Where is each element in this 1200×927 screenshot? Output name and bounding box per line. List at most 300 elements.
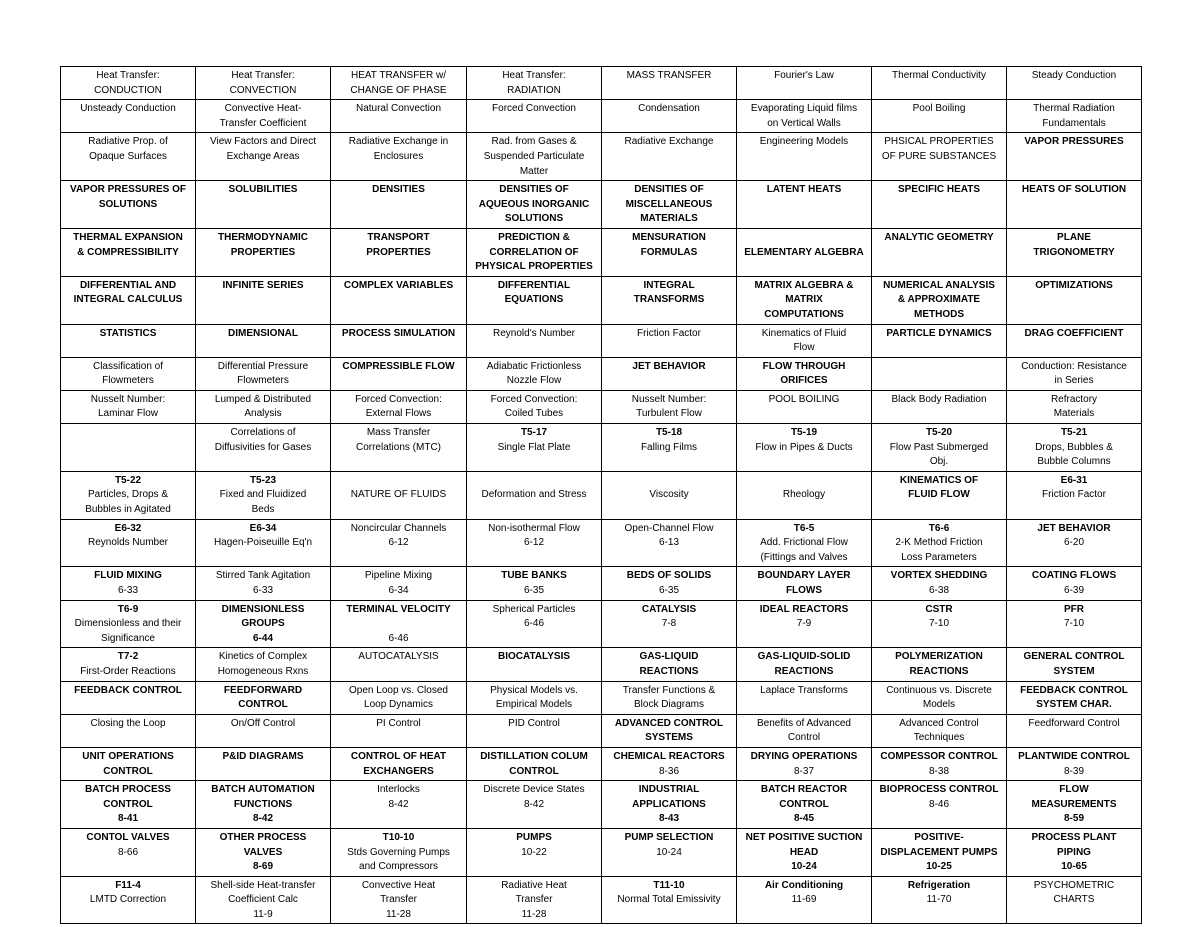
table-cell: [872, 876, 1007, 924]
table-cell: [61, 681, 196, 714]
cell-line: 6-35: [523, 585, 544, 596]
table-cell: [872, 714, 1007, 747]
table-cell: [872, 519, 1007, 567]
cell-line: 11-9: [253, 908, 273, 920]
cell-line: Transfer: [515, 894, 553, 906]
cell-line: FEEDBACK CONTROL: [74, 684, 182, 696]
cell-line: POSITIVE-: [914, 831, 964, 843]
cell-line: DIMENSIONAL: [228, 327, 298, 339]
cell-line: Adiabatic Frictionless: [486, 360, 582, 372]
table-cell: [1007, 276, 1142, 324]
cell-line: BATCH REACTOR: [760, 784, 848, 796]
cell-line: TRIGONOMETRY: [1033, 246, 1115, 258]
cell-line: Correlations of: [230, 427, 296, 439]
cell-line: T5-22: [114, 474, 142, 486]
cell-line: Forced Convection: [492, 103, 576, 115]
table-cell: [737, 747, 872, 780]
cell-line: TUBE BANKS: [501, 570, 567, 582]
cell-line: External Flows: [365, 408, 432, 420]
cell-line: SOLUTIONS: [504, 213, 564, 225]
cell-line: BEDS OF SOLIDS: [626, 570, 712, 582]
cell-line: T10-10: [382, 831, 415, 843]
cell-line: FUNCTIONS: [233, 798, 293, 810]
cell-line: Interlocks: [377, 784, 420, 796]
table-cell: [872, 471, 1007, 519]
table-cell: [737, 357, 872, 390]
cell-line: SYSTEM CHAR.: [1036, 699, 1112, 711]
cell-line: Refractory: [1050, 393, 1098, 405]
table-cell: [61, 357, 196, 390]
cell-line: (Fittings and Valves: [760, 551, 848, 563]
cell-line: METHODS: [914, 308, 964, 320]
cell-line: MATRIX ALGEBRA &: [754, 279, 854, 291]
cell-line: 8-39: [1063, 765, 1084, 777]
cell-line: COATING FLOWS: [1031, 570, 1117, 582]
table-row: [61, 747, 1142, 780]
table-cell: [737, 567, 872, 600]
cell-line: PFR: [1064, 603, 1084, 615]
cell-line: Block Diagrams: [633, 699, 705, 711]
cell-line: FLUID FLOW: [908, 489, 970, 501]
table-cell: [602, 714, 737, 747]
table-cell: [61, 67, 196, 100]
table-cell: [1007, 681, 1142, 714]
table-cell: [1007, 424, 1142, 472]
table-cell: [331, 324, 467, 357]
cell-line: Deformation and Stress: [481, 489, 587, 501]
cell-line: Bubbles in Agitated: [85, 504, 171, 516]
cell-line: 6-33: [252, 585, 273, 596]
table-cell: [331, 600, 467, 648]
table-cell: [872, 648, 1007, 681]
cell-line: Differential Pressure: [217, 360, 309, 372]
table-row: [61, 324, 1142, 357]
cell-line: Transfer: [380, 894, 417, 906]
cell-line: DRYING OPERATIONS: [750, 750, 858, 762]
cell-line: Condensation: [638, 103, 700, 115]
cell-line: NATURE OF FLUIDS: [350, 489, 447, 501]
table-cell: [872, 681, 1007, 714]
table-cell: [196, 519, 331, 567]
cell-line: Nusselt Number:: [90, 393, 166, 405]
cell-line: 7-10: [928, 618, 949, 630]
table-row: [61, 876, 1142, 924]
table-cell: [61, 133, 196, 181]
cell-line: Physical Models vs.: [490, 684, 578, 696]
cell-line: 8-36: [658, 765, 679, 777]
table-cell: [331, 714, 467, 747]
cell-line: SYSTEM: [1053, 665, 1095, 677]
cell-line: T5-19: [790, 427, 818, 439]
cell-line: Coiled Tubes: [504, 408, 564, 420]
table-cell: [737, 471, 872, 519]
table-row: [61, 714, 1142, 747]
table-cell: [61, 519, 196, 567]
cell-line: GAS-LIQUID: [639, 651, 699, 663]
cell-line: PUMP SELECTION: [624, 831, 714, 843]
table-cell: [331, 181, 467, 229]
cell-line: Enclosures: [373, 150, 424, 162]
cell-line: CHANGE OF PHASE: [350, 84, 447, 96]
topic-table-body: [61, 67, 1142, 924]
cell-line: Shell-side Heat-transfer: [210, 879, 316, 891]
table-cell: [61, 747, 196, 780]
cell-line: TRANSPORT: [367, 231, 430, 243]
cell-line: PLANTWIDE CONTROL: [1018, 750, 1130, 762]
cell-line: Reynold's Number: [493, 327, 575, 339]
table-cell: [196, 133, 331, 181]
cell-line: ANALYTIC GEOMETRY: [884, 231, 994, 243]
table-cell: [602, 681, 737, 714]
table-row: [61, 67, 1142, 100]
cell-line: Kinetics of Complex: [218, 651, 308, 663]
table-cell: [196, 681, 331, 714]
cell-line: PROPERTIES: [230, 246, 296, 258]
cell-line: Techniques: [913, 732, 965, 744]
cell-line: PROPERTIES: [366, 246, 431, 258]
cell-line: MISCELLANEOUS: [625, 198, 713, 210]
table-cell: [196, 876, 331, 924]
cell-line: T6-5: [793, 522, 815, 534]
table-cell: [196, 648, 331, 681]
cell-line: Black Body Radiation: [891, 393, 987, 405]
cell-line: 8-69: [252, 861, 273, 873]
cell-line: [469, 474, 599, 489]
cell-line: [604, 474, 734, 489]
cell-line: Noncircular Channels: [350, 522, 447, 534]
table-cell: [196, 781, 331, 829]
cell-line: E6-32: [114, 522, 142, 534]
cell-line: INFINITE SERIES: [222, 279, 304, 291]
cell-line: FLOW: [1059, 784, 1089, 796]
cell-line: COMPUTATIONS: [764, 308, 844, 320]
table-cell: [331, 424, 467, 472]
table-cell: [737, 67, 872, 100]
cell-line: CORRELATION OF: [489, 246, 579, 258]
cell-line: MASS TRANSFER: [626, 70, 712, 81]
cell-line: Exchange Areas: [226, 150, 300, 162]
cell-line: BATCH PROCESS: [85, 784, 171, 796]
table-cell: [1007, 324, 1142, 357]
cell-line: PREDICTION &: [498, 231, 570, 243]
cell-line: Heat Transfer:: [231, 70, 295, 81]
cell-line: 6-12: [523, 537, 544, 549]
table-cell: [872, 747, 1007, 780]
cell-line: 6-46: [523, 618, 544, 630]
cell-line: View Factors and Direct: [210, 136, 316, 148]
cell-line: Radiative Heat: [501, 879, 567, 891]
cell-line: First-Order Reactions: [80, 665, 176, 677]
table-cell: [872, 828, 1007, 876]
cell-line: ADVANCED CONTROL: [614, 717, 724, 729]
table-cell: [737, 828, 872, 876]
table-cell: [61, 424, 196, 472]
table-row: [61, 100, 1142, 133]
cell-line: UNIT OPERATIONS: [82, 750, 174, 762]
table-cell: [61, 600, 196, 648]
table-cell: [467, 390, 602, 423]
table-cell: [602, 324, 737, 357]
cell-line: SYSTEMS: [645, 732, 693, 744]
table-cell: [331, 828, 467, 876]
cell-line: Single Flat Plate: [497, 441, 571, 453]
table-cell: [331, 390, 467, 423]
cell-line: T5-20: [925, 427, 953, 439]
cell-line: 8-42: [252, 813, 273, 825]
cell-line: T6-6: [928, 522, 950, 534]
cell-line: MENSURATION: [632, 231, 706, 243]
table-cell: [331, 519, 467, 567]
table-cell: [467, 324, 602, 357]
table-row: [61, 828, 1142, 876]
cell-line: ORIFICES: [780, 375, 828, 387]
cell-line: GROUPS: [241, 618, 285, 630]
table-cell: [872, 357, 1007, 390]
table-cell: [196, 276, 331, 324]
cell-line: Materials: [1053, 408, 1095, 420]
table-cell: [872, 567, 1007, 600]
cell-line: Turbulent Flow: [636, 408, 702, 420]
cell-line: 8-37: [793, 765, 814, 777]
cell-line: CONVECTION: [229, 84, 297, 96]
cell-line: Fundamentals: [1042, 117, 1106, 129]
cell-line: KINEMATICS OF: [899, 474, 979, 486]
table-cell: [467, 357, 602, 390]
table-cell: [1007, 600, 1142, 648]
table-cell: [737, 876, 872, 924]
cell-line: THERMAL EXPANSION: [73, 231, 183, 243]
cell-line: DENSITIES: [372, 184, 425, 196]
table-cell: [467, 648, 602, 681]
cell-line: Laminar Flow: [97, 408, 159, 420]
table-cell: [872, 324, 1007, 357]
table-cell: [467, 567, 602, 600]
cell-line: PI Control: [376, 717, 421, 729]
cell-line: APPLICATIONS: [632, 798, 706, 810]
cell-line: Viscosity: [649, 489, 689, 501]
cell-line: DENSITIES OF: [499, 184, 569, 196]
cell-line: FEEDFORWARD: [223, 684, 303, 696]
table-cell: [467, 133, 602, 181]
cell-line: MATRIX: [785, 294, 823, 306]
table-cell: [602, 648, 737, 681]
table-cell: [467, 876, 602, 924]
table-cell: [61, 567, 196, 600]
cell-line: 8-46: [928, 798, 949, 810]
cell-line: Benefits of Advanced: [757, 717, 851, 729]
cell-line: Reynolds Number: [87, 537, 169, 549]
cell-line: Kinematics of Fluid: [761, 327, 847, 339]
cell-line: TRANSFORMS: [633, 294, 705, 306]
table-cell: [1007, 519, 1142, 567]
cell-line: EXCHANGERS: [363, 765, 434, 777]
cell-line: T5-21: [1060, 427, 1088, 439]
table-cell: [737, 781, 872, 829]
cell-line: [333, 617, 464, 632]
cell-line: Flowmeters: [102, 375, 154, 387]
cell-line: Fixed and Fluidized: [219, 489, 307, 501]
table-cell: [61, 324, 196, 357]
cell-line: IDEAL REACTORS: [759, 603, 849, 615]
table-cell: [467, 181, 602, 229]
table-row: [61, 600, 1142, 648]
table-cell: [1007, 390, 1142, 423]
cell-line: on Vertical Walls: [767, 117, 841, 129]
table-row: [61, 781, 1142, 829]
table-cell: [872, 133, 1007, 181]
table-cell: [61, 228, 196, 276]
cell-line: 6-38: [928, 585, 949, 596]
table-row: [61, 228, 1142, 276]
cell-line: BIOCATALYSIS: [497, 651, 571, 663]
cell-line: 8-66: [117, 846, 138, 858]
cell-line: Friction Factor: [637, 327, 701, 339]
cell-line: DISTILLATION COLUM: [480, 750, 588, 762]
table-cell: [467, 424, 602, 472]
table-cell: [1007, 67, 1142, 100]
cell-line: & COMPRESSIBILITY: [77, 246, 179, 258]
table-cell: [331, 747, 467, 780]
cell-line: Analysis: [244, 408, 282, 420]
cell-line: 6-12: [388, 537, 409, 549]
cell-line: T5-18: [655, 427, 683, 439]
cell-line: 10-25: [926, 861, 952, 873]
cell-line: Normal Total Emissivity: [617, 894, 721, 906]
cell-line: JET BEHAVIOR: [632, 360, 706, 372]
cell-line: Flow: [793, 342, 815, 354]
cell-line: Suspended Particulate: [483, 150, 585, 162]
table-cell: [602, 390, 737, 423]
cell-line: DIMENSIONLESS: [221, 603, 305, 615]
cell-line: Flow in Pipes & Ducts: [755, 441, 853, 453]
table-cell: [196, 714, 331, 747]
cell-line: 7-10: [1063, 618, 1084, 630]
table-cell: [602, 357, 737, 390]
cell-line: 8-38: [928, 765, 949, 777]
cell-line: On/Off Control: [230, 717, 296, 729]
cell-line: Evaporating Liquid films: [750, 103, 858, 115]
cell-line: Radiative Prop. of: [88, 136, 168, 148]
table-cell: [737, 228, 872, 276]
table-cell: [1007, 876, 1142, 924]
cell-line: DRAG COEFFICIENT: [1024, 327, 1124, 339]
table-cell: [602, 828, 737, 876]
cell-line: OPTIMIZATIONS: [1035, 279, 1113, 291]
cell-line: Fourier's Law: [774, 70, 834, 81]
cell-line: MEASUREMENTS: [1031, 798, 1117, 810]
cell-line: Unsteady Conduction: [80, 103, 176, 115]
table-cell: [467, 519, 602, 567]
cell-line: P&ID DIAGRAMS: [222, 750, 304, 762]
cell-line: 6-20: [1063, 537, 1084, 549]
table-cell: [737, 648, 872, 681]
cell-line: 7-9: [796, 618, 812, 630]
table-cell: [467, 100, 602, 133]
cell-line: HEAT TRANSFER w/: [350, 70, 446, 81]
cell-line: CONTROL: [103, 765, 153, 777]
cell-line: Friction Factor: [1042, 489, 1106, 501]
table-cell: [467, 781, 602, 829]
table-cell: [1007, 471, 1142, 519]
table-row: [61, 648, 1142, 681]
table-cell: [872, 100, 1007, 133]
table-cell: [331, 567, 467, 600]
cell-line: 8-42: [523, 798, 544, 810]
cell-line: COMPESSOR CONTROL: [880, 750, 998, 762]
cell-line: Pipeline Mixing: [364, 570, 433, 582]
cell-line: POLYMERIZATION: [895, 651, 983, 663]
cell-line: RADIATION: [507, 84, 561, 96]
table-row: [61, 681, 1142, 714]
cell-line: JET BEHAVIOR: [1037, 522, 1111, 534]
table-cell: [1007, 714, 1142, 747]
cell-line: CHARTS: [1053, 894, 1095, 906]
cell-line: Falling Films: [640, 441, 698, 453]
table-cell: [602, 876, 737, 924]
table-cell: [61, 181, 196, 229]
cell-line: Drops, Bubbles &: [1035, 441, 1113, 453]
cell-line: AUTOCATALYSIS: [358, 651, 439, 663]
table-cell: [602, 567, 737, 600]
table-cell: [196, 747, 331, 780]
table-cell: [331, 228, 467, 276]
cell-line: Transfer Coefficient: [219, 117, 307, 129]
cell-line: [739, 231, 869, 246]
cell-line: INTEGRAL CALCULUS: [73, 294, 183, 306]
table-row: [61, 357, 1142, 390]
cell-line: Nusselt Number:: [631, 393, 707, 405]
cell-line: Lumped & Distributed: [214, 393, 312, 405]
cell-line: [739, 474, 869, 489]
cell-line: Significance: [101, 632, 155, 644]
table-cell: [331, 357, 467, 390]
cell-line: Engineering Models: [759, 136, 849, 148]
cell-line: Stirred Tank Agitation: [215, 570, 311, 582]
cell-line: CONTROL: [238, 699, 288, 711]
cell-line: 7-8: [661, 618, 677, 630]
cell-line: Thermal Conductivity: [892, 70, 986, 81]
cell-line: Coefficient Calc: [228, 894, 298, 906]
cell-line: 8-43: [658, 813, 679, 825]
table-cell: [331, 276, 467, 324]
cell-line: Flow Past Submerged: [889, 441, 989, 453]
cell-line: FEEDBACK CONTROL: [1020, 684, 1128, 696]
table-cell: [872, 424, 1007, 472]
table-cell: [196, 324, 331, 357]
cell-line: Refrigeration: [907, 879, 971, 891]
cell-line: Control: [787, 732, 821, 744]
cell-line: FORMULAS: [640, 246, 698, 258]
cell-line: CONTROL: [103, 798, 153, 810]
cell-line: MATERIALS: [640, 213, 698, 225]
cell-line: Laplace Transforms: [760, 684, 848, 696]
cell-line: and Compressors: [359, 861, 438, 873]
cell-line: TERMINAL VELOCITY: [346, 603, 451, 615]
table-cell: [331, 100, 467, 133]
cell-line: REACTIONS: [639, 665, 699, 677]
cell-line: GENERAL CONTROL: [1023, 651, 1125, 663]
cell-line: Matter: [519, 165, 549, 177]
table-cell: [467, 67, 602, 100]
cell-line: EQUATIONS: [504, 294, 564, 306]
table-cell: [61, 876, 196, 924]
table-cell: [196, 600, 331, 648]
cell-line: VORTEX SHEDDING: [890, 570, 988, 582]
table-cell: [467, 747, 602, 780]
table-cell: [1007, 567, 1142, 600]
table-cell: [61, 714, 196, 747]
cell-line: PROCESS PLANT: [1031, 831, 1117, 843]
